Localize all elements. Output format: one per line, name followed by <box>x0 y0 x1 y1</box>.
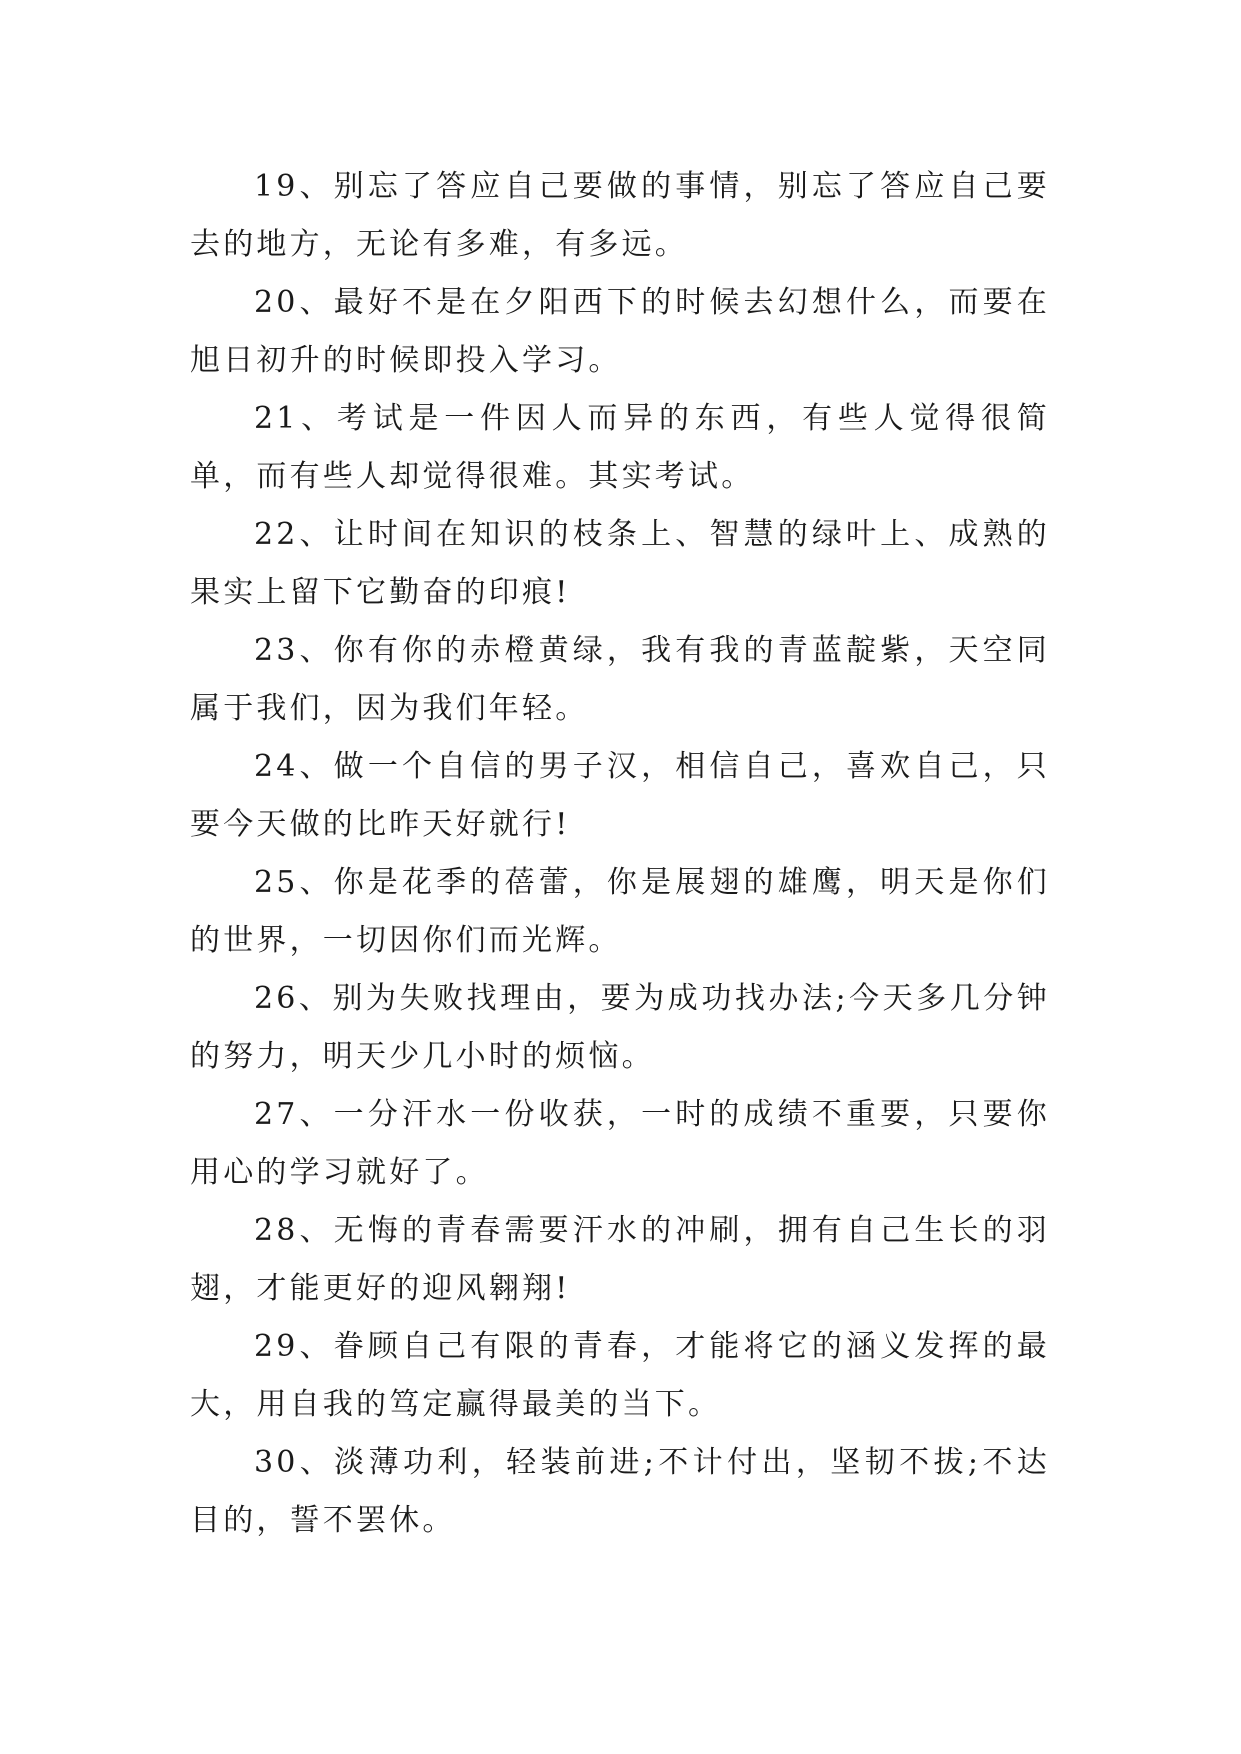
paragraph-19: 19、别忘了答应自己要做的事情，别忘了答应自己要去的地方，无论有多难，有多远。 <box>190 169 1050 262</box>
document-body <box>190 158 1050 1550</box>
paragraph-24: 24、做一个自信的男子汉，相信自己，喜欢自己，只要今天做的比昨天好就行! <box>190 749 1050 842</box>
paragraph-26: 26、别为失败找理由，要为成功找办法;今天多几分钟的努力，明天少几小时的烦恼。 <box>190 981 1050 1074</box>
paragraph-28: 28、无悔的青春需要汗水的冲刷，拥有自己生长的羽翅，才能更好的迎风翱翔! <box>190 1213 1050 1306</box>
paragraph-23: 23、你有你的赤橙黄绿，我有我的青蓝靛紫，天空同属于我们，因为我们年轻。 <box>190 633 1050 726</box>
paragraph-21: 21、考试是一件因人而异的东西，有些人觉得很简单，而有些人却觉得很难。其实考试。 <box>190 401 1050 494</box>
paragraph-22: 22、让时间在知识的枝条上、智慧的绿叶上、成熟的果实上留下它勤奋的印痕! <box>190 517 1050 610</box>
paragraph-30: 30、淡薄功利，轻装前进;不计付出，坚韧不拔;不达目的，誓不罢休。 <box>190 1445 1050 1538</box>
paragraph-20: 20、最好不是在夕阳西下的时候去幻想什么，而要在旭日初升的时候即投入学习。 <box>190 285 1050 378</box>
paragraph-25: 25、你是花季的蓓蕾，你是展翅的雄鹰，明天是你们的世界，一切因你们而光辉。 <box>190 865 1050 958</box>
paragraph-27: 27、一分汗水一份收获，一时的成绩不重要，只要你用心的学习就好了。 <box>190 1097 1050 1190</box>
paragraph-29: 29、眷顾自己有限的青春，才能将它的涵义发挥的最大，用自我的笃定赢得最美的当下。 <box>190 1329 1050 1422</box>
